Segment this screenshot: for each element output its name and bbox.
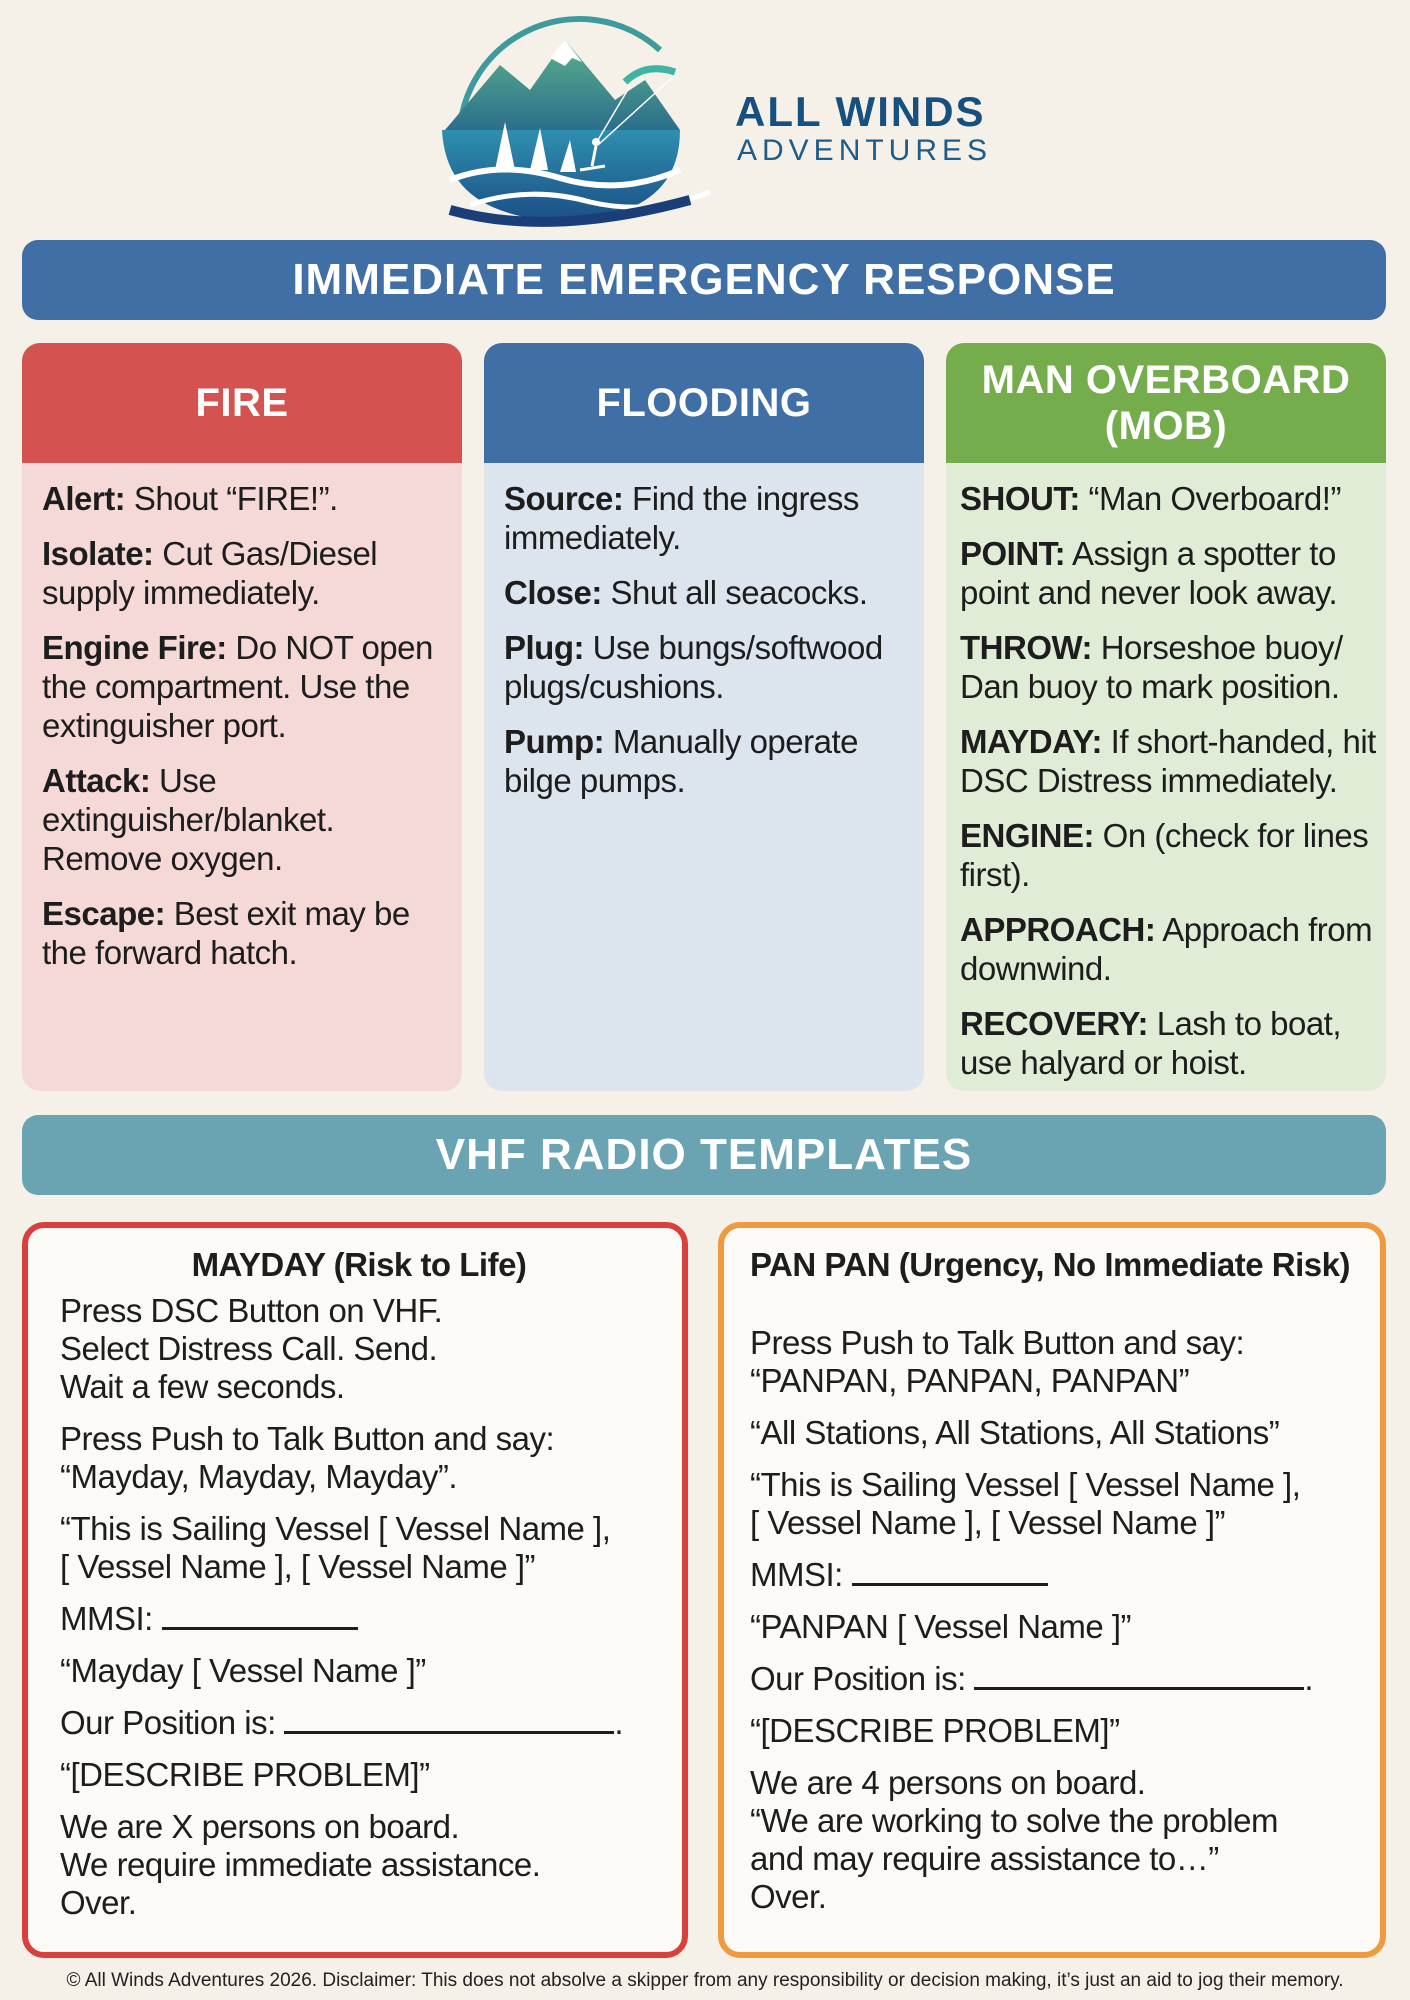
mayday-step: Press DSC Button on VHF. Select Distress Call. Send. Wait a few seconds.: [60, 1292, 443, 1405]
mayday-step: “Mayday [ Vessel Name ]”: [60, 1652, 426, 1689]
mayday-template: [22, 1222, 688, 1958]
footer-disclaimer: © All Winds Adventures 2026. Disclaimer: This does not absolve a skipper from any responsibility or decision making, it’s just an aid to jog their memory.: [66, 1970, 1344, 1991]
flooding-card: [484, 343, 924, 1091]
panpan-step: Press Push to Talk Button and say: “PANPAN, PANPAN, PANPAN”: [750, 1324, 1245, 1399]
fire-item: Engine Fire: Do NOT open the compartment. Use the extinguisher port.: [42, 629, 433, 744]
mob-item: RECOVERY: Lash to boat, use halyard or hoist.: [960, 1005, 1342, 1081]
brand-subtitle: ADVENTURES: [737, 134, 993, 167]
brand-name: ALL WINDS: [735, 88, 986, 135]
flooding-item: Source: Find the ingress immediately.: [504, 480, 859, 556]
fire-item: Isolate: Cut Gas/Diesel supply immediately.: [42, 535, 378, 611]
flooding-item: Plug: Use bungs/softwood plugs/cushions.: [504, 629, 883, 705]
fire-card: [22, 343, 462, 1091]
fire-item: Escape: Best exit may be the forward hatch.: [42, 895, 410, 971]
flooding-card-title: FLOODING: [484, 343, 924, 463]
mob-item: APPROACH: Approach from downwind.: [960, 911, 1373, 987]
fire-card-title: FIRE: [22, 343, 462, 463]
panpan-step: “All Stations, All Stations, All Stations”: [750, 1414, 1280, 1451]
mayday-mmsi: MMSI:: [60, 1600, 658, 1638]
mob-item: ENGINE: On (check for lines first).: [960, 817, 1369, 893]
mayday-step: Press Push to Talk Button and say: “Mayday, Mayday, Mayday”.: [60, 1420, 555, 1495]
mayday-step: “This is Sailing Vessel [ Vessel Name ], [ Vessel Name ], [ Vessel Name ]”: [60, 1510, 611, 1585]
panpan-step: We are 4 persons on board. “We are working to solve the problem and may require assistance to…” Over.: [750, 1764, 1278, 1915]
flooding-item: Pump: Manually operate bilge pumps.: [504, 723, 858, 799]
fire-card-body: [22, 463, 462, 972]
mayday-title: MAYDAY (Risk to Life): [191, 1246, 527, 1283]
mmsi-blank-line: [162, 1602, 358, 1630]
panpan-title: PAN PAN (Urgency, No Immediate Risk): [750, 1246, 1350, 1283]
panpan-template: [718, 1222, 1386, 1958]
panpan-mmsi: MMSI:: [750, 1556, 1356, 1594]
panpan-position: Our Position is: .: [750, 1660, 1314, 1697]
mob-card-title: MAN OVERBOARD (MOB): [946, 343, 1386, 463]
panpan-step: “This is Sailing Vessel [ Vessel Name ], [ Vessel Name ], [ Vessel Name ]”: [750, 1466, 1301, 1541]
fire-item: Alert: Shout “FIRE!”.: [42, 480, 338, 517]
mob-card-body: [946, 463, 1386, 1082]
fire-item: Attack: Use extinguisher/blanket. Remove oxygen.: [42, 762, 335, 877]
panpan-step: “[DESCRIBE PROBLEM]”: [750, 1712, 1120, 1749]
emergency-response-banner: IMMEDIATE EMERGENCY RESPONSE: [22, 240, 1386, 320]
mayday-step: “[DESCRIBE PROBLEM]”: [60, 1756, 430, 1793]
position-blank-line: [974, 1662, 1304, 1690]
position-blank-line: [284, 1706, 614, 1734]
man-overboard-card: [946, 343, 1386, 1091]
mayday-position: Our Position is: .: [60, 1704, 624, 1741]
mayday-step: We are X persons on board. We require immediate assistance. Over.: [60, 1808, 541, 1921]
panpan-step: “PANPAN [ Vessel Name ]”: [750, 1608, 1132, 1645]
mob-item: SHOUT: “Man Overboard!”: [960, 480, 1341, 517]
flooding-card-body: [484, 463, 924, 800]
vhf-radio-templates-banner: VHF RADIO TEMPLATES: [22, 1115, 1386, 1195]
mob-item: POINT: Assign a spotter to point and never look away.: [960, 535, 1338, 611]
mob-item: MAYDAY: If short-handed, hit DSC Distress immediately.: [960, 723, 1376, 799]
flooding-item: Close: Shut all seacocks.: [504, 574, 868, 611]
mob-item: THROW: Horseshoe buoy/ Dan buoy to mark position.: [960, 629, 1343, 705]
mmsi-blank-line: [852, 1558, 1048, 1586]
